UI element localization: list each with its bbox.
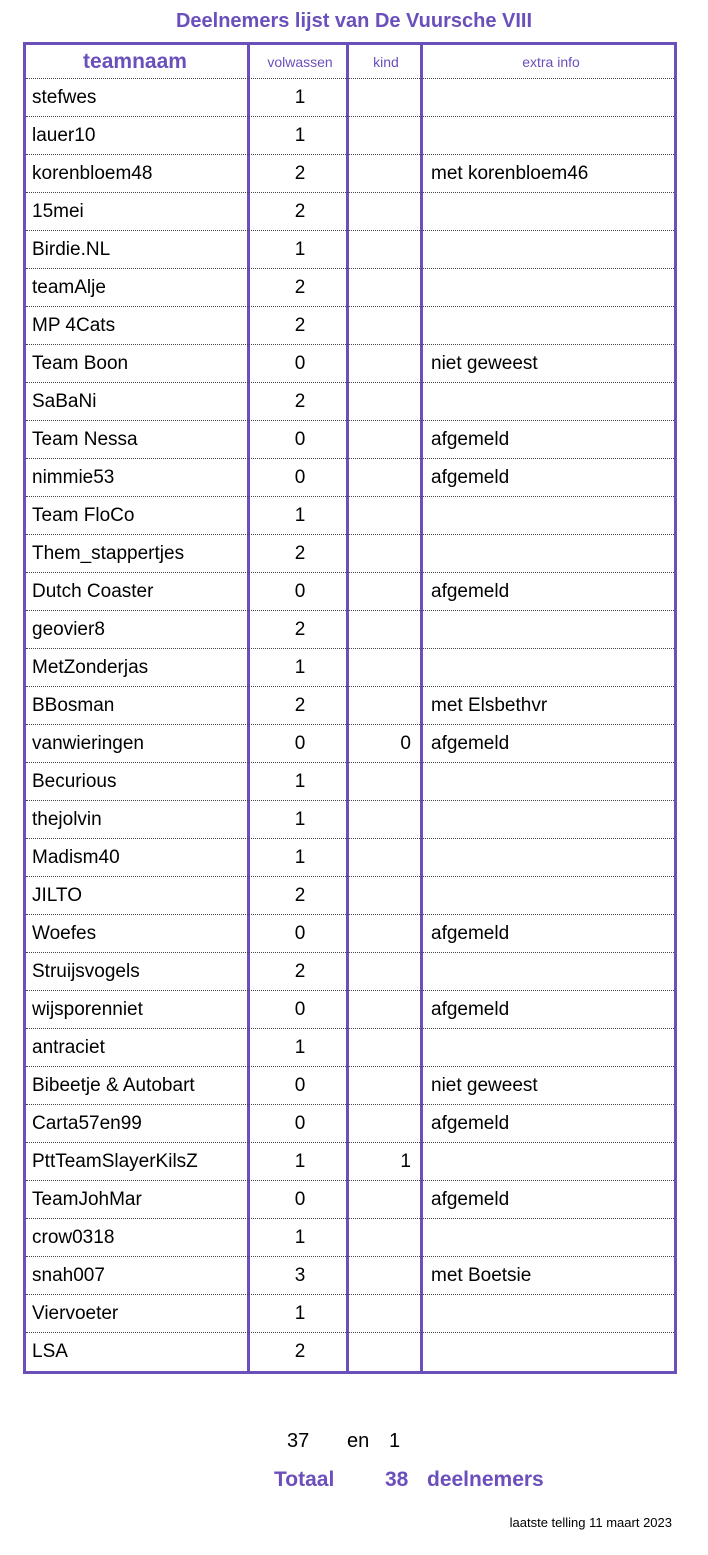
adults-count: 1 xyxy=(294,86,306,108)
team-name: Team Boon xyxy=(32,352,129,374)
kids-count xyxy=(349,79,423,116)
extra-info xyxy=(426,383,671,420)
extra-info: afgemeld xyxy=(431,1112,510,1134)
kids-count xyxy=(349,497,423,534)
extra-info xyxy=(426,877,671,914)
team-name: stefwes xyxy=(32,86,97,108)
adults-count: 0 xyxy=(294,352,306,374)
team-name: Birdie.NL xyxy=(32,238,111,260)
kids-count xyxy=(349,307,423,344)
table-row xyxy=(26,725,674,763)
team-name: Madism40 xyxy=(32,846,120,868)
adults-count: 1 xyxy=(294,808,306,830)
extra-info xyxy=(426,535,671,572)
extra-info: afgemeld xyxy=(431,580,510,602)
table-row xyxy=(26,1333,674,1371)
adults-count: 2 xyxy=(294,162,306,184)
team-name: TeamJohMar xyxy=(32,1188,142,1210)
header-teamnaam: teamnaam xyxy=(83,49,187,73)
adults-count: 0 xyxy=(294,1112,306,1134)
kids-count: 0 xyxy=(400,732,411,754)
extra-info xyxy=(426,1143,671,1180)
table-row xyxy=(26,953,674,991)
team-name: MP 4Cats xyxy=(32,314,116,336)
team-name: JILTO xyxy=(32,884,82,906)
adults-count: 2 xyxy=(294,390,306,412)
team-name: MetZonderjas xyxy=(32,656,149,678)
team-name: Carta57en99 xyxy=(32,1112,142,1134)
adults-count: 0 xyxy=(294,732,306,754)
table-row xyxy=(26,459,674,497)
extra-info: afgemeld xyxy=(431,466,510,488)
table-row xyxy=(26,1219,674,1257)
team-name: lauer10 xyxy=(32,124,96,146)
extra-info: afgemeld xyxy=(431,998,510,1020)
table-row xyxy=(26,193,674,231)
team-name: Dutch Coaster xyxy=(32,580,154,602)
adults-count: 1 xyxy=(294,1036,306,1058)
team-name: wijsporenniet xyxy=(32,998,143,1020)
adults-count: 1 xyxy=(294,1226,306,1248)
adults-count: 2 xyxy=(294,960,306,982)
extra-info xyxy=(426,231,671,268)
table-row xyxy=(26,535,674,573)
kids-count xyxy=(349,117,423,154)
adults-count: 1 xyxy=(294,124,306,146)
kids-count: 1 xyxy=(400,1150,411,1172)
kids-count xyxy=(349,1181,423,1218)
extra-info xyxy=(426,839,671,876)
extra-info xyxy=(426,193,671,230)
adults-count: 1 xyxy=(294,846,306,868)
team-name: 15mei xyxy=(32,200,84,222)
table-header xyxy=(26,45,674,79)
kids-count xyxy=(349,877,423,914)
kids-count xyxy=(349,1257,423,1294)
kids-count xyxy=(349,1219,423,1256)
table-row xyxy=(26,307,674,345)
team-name: teamAlje xyxy=(32,276,106,298)
header-kind: kind xyxy=(373,53,399,70)
team-name: Becurious xyxy=(32,770,117,792)
extra-info: met korenbloem46 xyxy=(431,162,589,184)
header-volwassen: volwassen xyxy=(267,53,333,70)
adults-count: 0 xyxy=(294,1074,306,1096)
team-name: vanwieringen xyxy=(32,732,144,754)
table-row xyxy=(26,915,674,953)
table-row xyxy=(26,801,674,839)
extra-info xyxy=(426,649,671,686)
team-name: snah007 xyxy=(32,1264,105,1286)
table-body xyxy=(26,79,674,1371)
last-count-note: laatste telling 11 maart 2023 xyxy=(509,1515,672,1530)
table-row xyxy=(26,383,674,421)
kids-count xyxy=(349,1333,423,1371)
adults-count: 0 xyxy=(294,1188,306,1210)
kids-count xyxy=(349,763,423,800)
adults-count: 1 xyxy=(294,656,306,678)
kids-count xyxy=(349,193,423,230)
kids-count xyxy=(349,535,423,572)
extra-info: afgemeld xyxy=(431,922,510,944)
adults-count: 2 xyxy=(294,618,306,640)
kids-count xyxy=(349,839,423,876)
team-name: crow0318 xyxy=(32,1226,115,1248)
kids-count xyxy=(349,383,423,420)
adults-count: 0 xyxy=(294,428,306,450)
table-row xyxy=(26,155,674,193)
extra-info xyxy=(426,801,671,838)
adults-count: 0 xyxy=(294,580,306,602)
adults-count: 2 xyxy=(294,694,306,716)
extra-info: met Boetsie xyxy=(431,1264,532,1286)
table-row xyxy=(26,1143,674,1181)
kids-count xyxy=(349,801,423,838)
team-name: Struijsvogels xyxy=(32,960,140,982)
team-name: Woefes xyxy=(32,922,97,944)
extra-info xyxy=(426,1029,671,1066)
team-name: nimmie53 xyxy=(32,466,115,488)
table-row xyxy=(26,345,674,383)
team-name: korenbloem48 xyxy=(32,162,153,184)
team-name: Them_stappertjes xyxy=(32,542,185,564)
total-suffix: deelnemers xyxy=(427,1468,544,1491)
kids-count xyxy=(349,1295,423,1332)
extra-info xyxy=(426,1333,671,1371)
kids-count xyxy=(349,573,423,610)
team-name: geovier8 xyxy=(32,618,105,640)
extra-info xyxy=(426,497,671,534)
kids-count xyxy=(349,991,423,1028)
total-label: Totaal xyxy=(274,1468,335,1491)
adults-count: 2 xyxy=(294,200,306,222)
extra-info xyxy=(426,1295,671,1332)
kids-count xyxy=(349,1029,423,1066)
table-row xyxy=(26,1295,674,1333)
adults-count: 0 xyxy=(294,466,306,488)
table-row xyxy=(26,839,674,877)
adults-count: 2 xyxy=(294,314,306,336)
kids-count xyxy=(349,345,423,382)
table-row xyxy=(26,269,674,307)
extra-info xyxy=(426,953,671,990)
extra-info: afgemeld xyxy=(431,428,510,450)
adults-count: 2 xyxy=(294,276,306,298)
adults-count: 0 xyxy=(294,998,306,1020)
table-row xyxy=(26,1257,674,1295)
adults-count: 1 xyxy=(294,504,306,526)
table-row xyxy=(26,649,674,687)
adults-count: 1 xyxy=(294,770,306,792)
kids-total: 1 xyxy=(389,1430,401,1452)
adults-count: 1 xyxy=(294,238,306,260)
adults-total: 37 xyxy=(287,1430,310,1452)
team-name: LSA xyxy=(32,1341,68,1362)
extra-info xyxy=(426,611,671,648)
adults-count: 3 xyxy=(294,1264,306,1286)
kids-count xyxy=(349,953,423,990)
kids-count xyxy=(349,611,423,648)
kids-count xyxy=(349,649,423,686)
team-name: BBosman xyxy=(32,694,115,716)
table-row xyxy=(26,421,674,459)
extra-info: niet geweest xyxy=(431,1074,538,1096)
extra-info xyxy=(426,1219,671,1256)
summary-joiner: en xyxy=(347,1430,370,1452)
table-row xyxy=(26,1181,674,1219)
kids-count xyxy=(349,1067,423,1104)
kids-count xyxy=(349,687,423,724)
table-row xyxy=(26,79,674,117)
table-row xyxy=(26,231,674,269)
table-row xyxy=(26,611,674,649)
team-name: Viervoeter xyxy=(32,1302,119,1324)
team-name: thejolvin xyxy=(32,808,102,830)
table-row xyxy=(26,1067,674,1105)
kids-count xyxy=(349,269,423,306)
kids-count xyxy=(349,231,423,268)
team-name: Team FloCo xyxy=(32,504,135,526)
table-row xyxy=(26,117,674,155)
extra-info: met Elsbethvr xyxy=(431,694,548,716)
adults-count: 2 xyxy=(294,884,306,906)
table-row xyxy=(26,991,674,1029)
extra-info: niet geweest xyxy=(431,352,538,374)
team-name: Team Nessa xyxy=(32,428,138,450)
extra-info xyxy=(426,269,671,306)
table-row xyxy=(26,877,674,915)
adults-count: 1 xyxy=(294,1302,306,1324)
extra-info xyxy=(426,79,671,116)
team-name: SaBaNi xyxy=(32,390,97,412)
team-name: Bibeetje & Autobart xyxy=(32,1074,195,1096)
table-row xyxy=(26,1105,674,1143)
kids-count xyxy=(349,1105,423,1142)
extra-info: afgemeld xyxy=(431,732,510,754)
kids-count xyxy=(349,155,423,192)
adults-count: 2 xyxy=(294,1341,306,1362)
participants-table xyxy=(23,42,677,1374)
kids-count xyxy=(349,459,423,496)
adults-count: 2 xyxy=(294,542,306,564)
kids-count xyxy=(349,915,423,952)
extra-info xyxy=(426,763,671,800)
extra-info xyxy=(426,307,671,344)
adults-count: 1 xyxy=(294,1150,306,1172)
team-name: PttTeamSlayerKilsZ xyxy=(32,1150,198,1172)
table-row xyxy=(26,687,674,725)
page-title: Deelnemers lijst van De Vuursche VIII xyxy=(175,10,533,32)
team-name: antraciet xyxy=(32,1036,105,1058)
header-extra-info: extra info xyxy=(522,53,580,70)
kids-count xyxy=(349,421,423,458)
table-row xyxy=(26,573,674,611)
table-row xyxy=(26,497,674,535)
table-row xyxy=(26,1029,674,1067)
adults-count: 0 xyxy=(294,922,306,944)
total-value: 38 xyxy=(385,1468,409,1491)
extra-info xyxy=(426,117,671,154)
extra-info: afgemeld xyxy=(431,1188,510,1210)
table-row xyxy=(26,763,674,801)
